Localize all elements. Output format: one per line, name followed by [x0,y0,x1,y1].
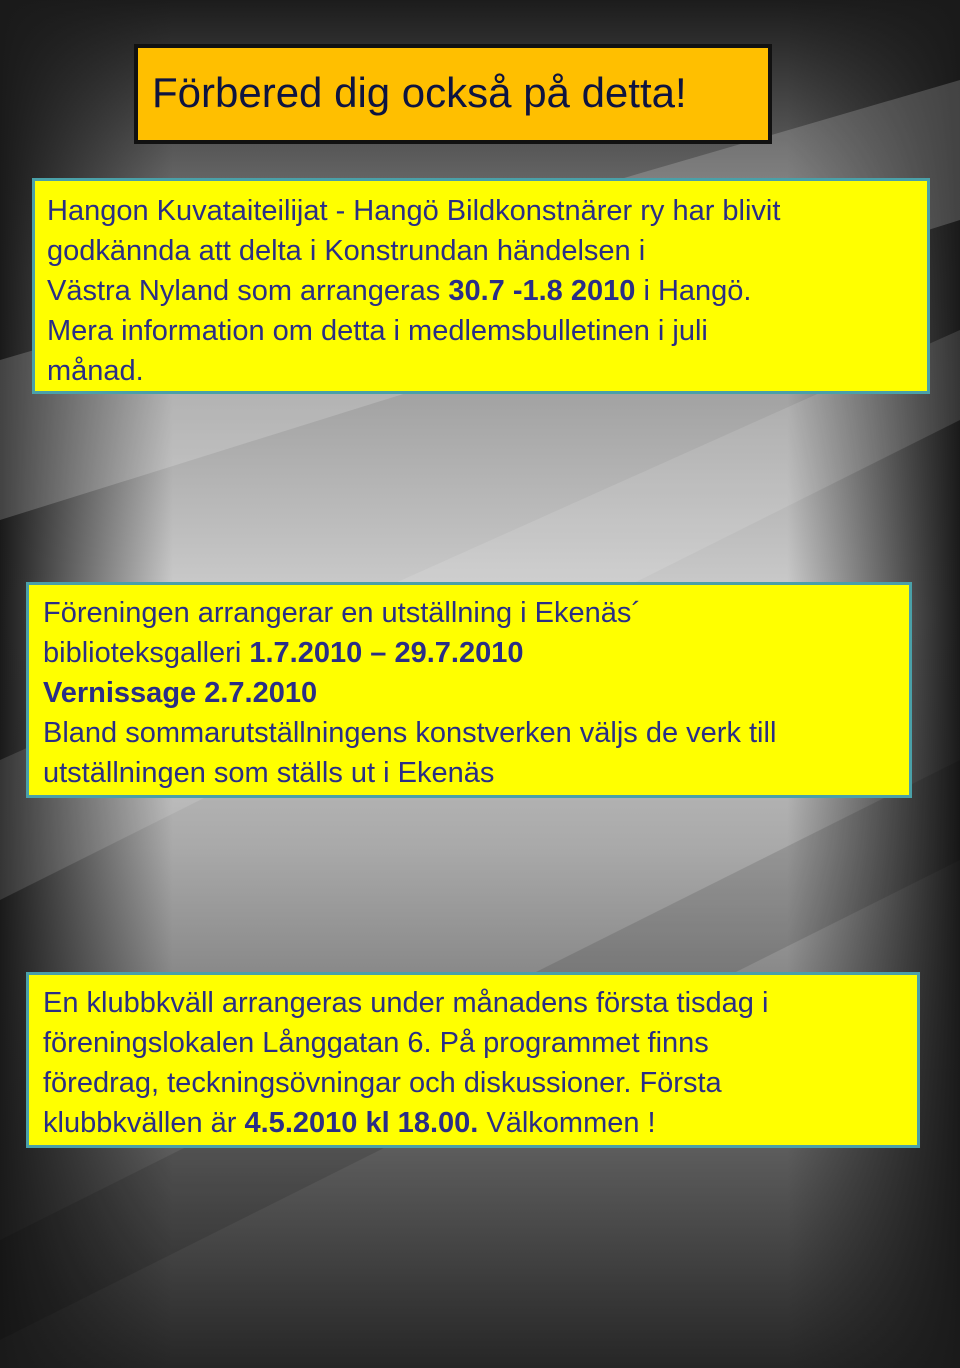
notice3-line2: föreningslokalen Långgatan 6. På programmet finns [43,1027,709,1059]
notice1-line1: Hangon Kuvataiteilijat - Hangö Bildkonstnärer ry har blivit [47,195,781,227]
notice2-line1: Föreningen arrangerar en utställning i Ekenäs´ [43,597,642,629]
notice3-line4 [43,1103,917,1143]
notice2-line3 [43,673,909,713]
notice-exhibition [26,582,912,798]
notice1-line5: månad. [47,355,144,387]
notice2-vernissage: Vernissage 2.7.2010 [43,677,318,709]
notice1-line3 [47,271,927,311]
page-title [134,44,772,144]
notice1-line3-end: i Hangö. [635,275,752,307]
notice2-line5: utställningen som ställs ut i Ekenäs [43,757,495,789]
notice3-line4-end: Välkommen ! [478,1107,656,1139]
notice3-line3: föredrag, teckningsövningar och diskussioner. Första [43,1067,722,1099]
notice3-datetime: 4.5.2010 kl 18.00. [244,1107,479,1139]
page-title-text: Förbered dig också på detta! [152,69,687,116]
notice3-line1: En klubbkväll arrangeras under månadens första tisdag i [43,987,769,1019]
notice2-line4: Bland sommarutställningens konstverken väljs de verk till [43,717,777,749]
notice2-dates: 1.7.2010 – 29.7.2010 [249,637,524,669]
notice1-line4: Mera information om detta i medlemsbulletinen i juli [47,315,708,347]
notice1-line2: godkännda att delta i Konstrundan händelsen i [47,235,646,267]
notice2-line2 [43,633,909,673]
notice1-line3-start: Västra Nyland som arrangeras [47,275,449,307]
notice3-line4-start: klubbkvällen är [43,1107,245,1139]
notice2-line2-start: biblioteksgalleri [43,637,250,669]
notice-club-evening [26,972,920,1148]
notice-konstrundan [32,178,930,394]
notice1-dates: 30.7 -1.8 2010 [448,275,636,307]
